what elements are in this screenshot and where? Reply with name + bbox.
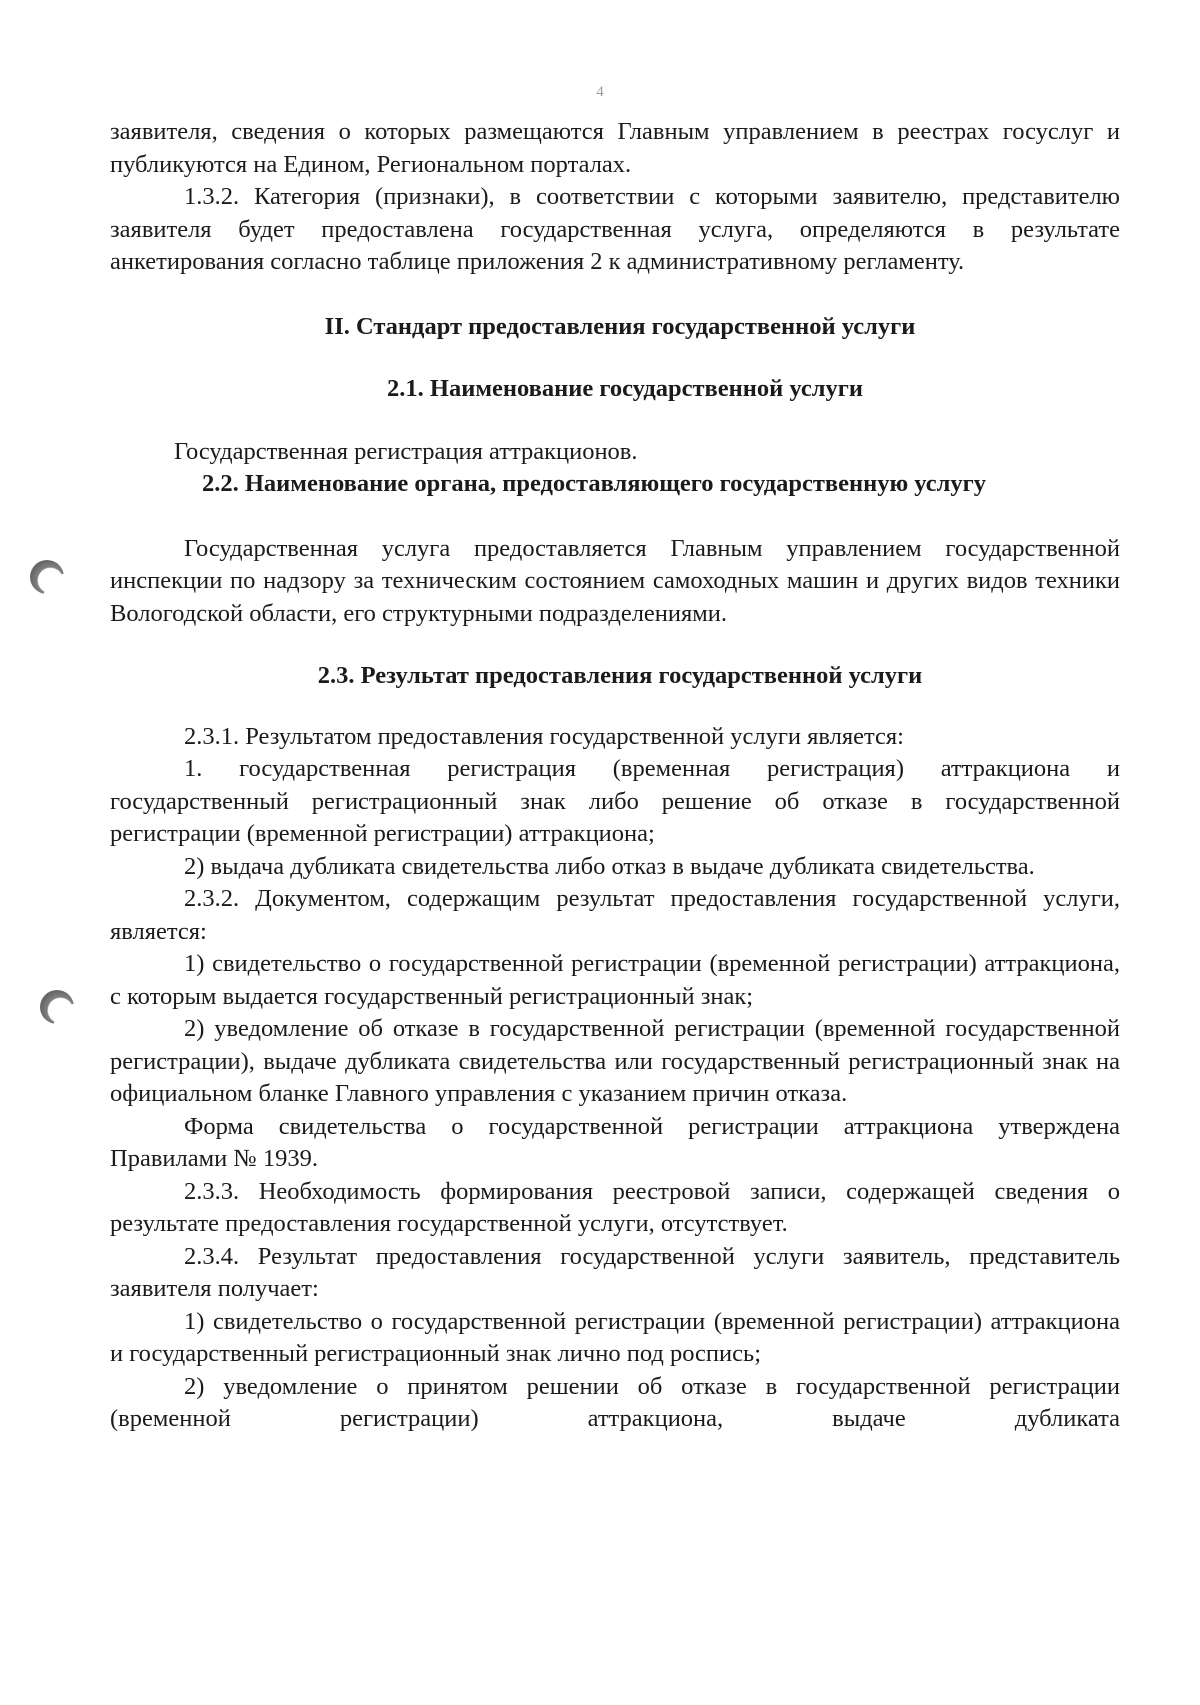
paragraph: Форма свидетельства о государственной регистрации аттракциона утверждена Правилами № 1939. bbox=[110, 1112, 1120, 1172]
paragraph: 2) выдача дубликата свидетельства либо отказ в выдаче дубликата свидетельства. bbox=[184, 852, 1035, 880]
paragraph: Государственная услуга предоставляется Главным управлением государственной инспекции по надзору за техническим состоянием самоходных машин и других видов техники Вологодской области, его структурными подразделениями. bbox=[110, 534, 1120, 627]
paragraph: Государственная регистрация аттракционов. bbox=[174, 437, 638, 465]
subsection-heading: 2.2. Наименование органа, предоставляющего государственную услугу bbox=[202, 470, 987, 497]
paragraph: 1) свидетельство о государственной регистрации (временной регистрации) аттракциона, с которым выдается государственный регистрационный знак; bbox=[110, 950, 1120, 1010]
paragraph: 2) уведомление о принятом решении об отказе в государственной регистрации (временной регистрации) аттракциона, выдаче дубликата bbox=[110, 1372, 1120, 1432]
paragraph: 2.3.2. Документом, содержащим результат предоставления государственной услуги, является: bbox=[110, 885, 1120, 945]
paragraph: заявителя, сведения о которых размещаются Главным управлением в реестрах госуслуг и публикуются на Едином, Региональном порталах. bbox=[110, 118, 1120, 178]
paragraph: 1) свидетельство о государственной регистрации (временной регистрации) аттракциона и государственный регистрационный знак лично под роспись; bbox=[110, 1307, 1120, 1367]
paragraph: 2) уведомление об отказе в государственной регистрации (временной государственной регистрации), выдаче дубликата свидетельства или государственный регистрационный знак на официальном бланке Главного управления с указанием причин отказа. bbox=[110, 1015, 1120, 1107]
page-number: 4 bbox=[596, 84, 604, 100]
section-heading: II. Стандарт предоставления государственной услуги bbox=[324, 312, 916, 340]
paragraph: 2.3.1. Результатом предоставления государственной услуги является: bbox=[184, 722, 904, 750]
paragraph: 2.3.4. Результат предоставления государственной услуги заявитель, представитель заявителя получает: bbox=[110, 1242, 1120, 1302]
subsection-heading: 2.3. Результат предоставления государственной услуги bbox=[317, 662, 923, 689]
subsection-heading: 2.1. Наименование государственной услуги bbox=[387, 375, 863, 402]
hole-punch-mark-bottom bbox=[40, 990, 74, 1024]
paragraph: 1.3.2. Категория (признаки), в соответствии с которыми заявителю, представителю заявителя будет предоставлена государственная услуга, определяются в результате анкетирования согласно таблице приложения 2 к административному регламенту. bbox=[110, 183, 1120, 275]
hole-punch-mark-top bbox=[30, 560, 64, 594]
paragraph: 1. государственная регистрация (временная регистрация) аттракциона и государственный регистрационный знак либо решение об отказе в государственной регистрации (временной регистрации) аттракциона; bbox=[110, 755, 1120, 847]
document-body bbox=[110, 116, 1120, 1436]
paragraph: 2.3.3. Необходимость формирования реестровой записи, содержащей сведения о результате предоставления государственной услуги, отсутствует. bbox=[110, 1177, 1120, 1237]
